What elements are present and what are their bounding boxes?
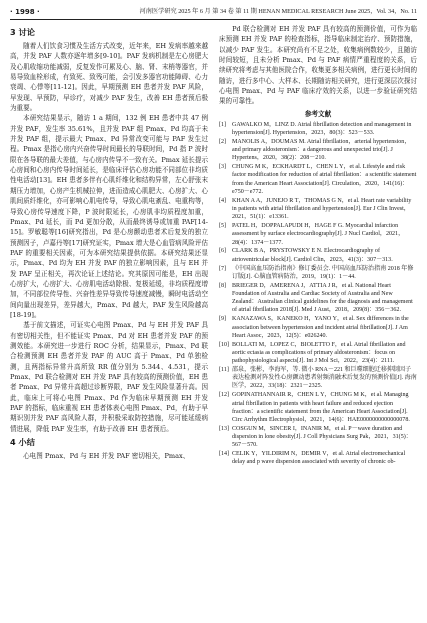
reference-item [219,341,417,366]
reference-item [219,247,417,264]
reference-text: GOPINATHANNAIR R，CHEN L Y，CHUNG M K，et al. Managing atrial fibrillation in patients with heart failure and reduced ejection fraction：a scientific statement from the American Heart Association[J]. Circ Arrhythm Electrophysiol，2021，14(6)：HAE0000000000000078. [232,392,410,424]
reference-number: [11] [219,366,229,373]
reference-number: [5] [219,223,227,230]
reference-item [219,450,417,467]
reference-item [219,138,417,163]
reference-text: 《中国高血压防治指南》修订委员会. 中国高血压防治指南 2018 年修订版[J]. 心脑血管病防治，2019，19(1)：1－44. [232,265,414,280]
reference-item [219,121,417,138]
reference-item [219,425,417,450]
reference-item [219,265,417,282]
reference-number: [13] [219,425,230,432]
reference-item [219,282,417,315]
paragraph: Pd 联合检测对 EH 并发 PAF 具有较高的预测价值，可作为临床预测 EH 并发 PAF 的检查指标，指导临床制定治疗、预防措施，以减少 PAF 发生。本研究尚有不足之处，收集病例数较少，且随访时间较短，且未分析 Pmax、Pd 与 PAF 病情严重程度的关系，后续研究将考虑与其他医院合作，收集更多相关病例，进行更长时间的随访，进行多中心、大样本、长期随访相关研究，进行更深层次探讨心电图 Pmax、Pd 与 PAF 临床疗效的关系，以进一步验证研究结果的可靠性。 [219,25,417,106]
reference-text: MANOLIS A，DOUMAS M. Atrial fibrillation，arterial hypertension，and primary aldosteronism：a dangerous and unexpected trio[J]. J Hypertens，2020，38(2)：208－210. [232,138,411,162]
reference-item [219,366,417,391]
reference-text: PATEL H，DOPPALAPUDI H，HAGE F G. Myocardial infarction assessment by surface electrocardiography[J]. J Nucl Cardiol，2021，28(4)：1374－1377. [232,223,405,246]
section-heading-discussion: 3 讨论 [10,27,35,37]
reference-text: GAWALKO M，LINZ D. Atrial fibrillation detection and management in hypertension[J]. Hypertension，2023，80(3)：523－533. [232,121,412,136]
reference-number: [3] [219,164,227,171]
reference-list [219,121,417,467]
section-heading-summary: 4 小结 [10,437,35,448]
reference-text: BOLLATI M，LOPEZ C，BIOLETTO F，et al. Atrial fibrillation and aortic ectasia as complications of primary aldosteronism：focus on pathophysiological aspects[J]. Int J Mol Sci，2022，23(4)：2111. [232,341,406,365]
reference-item [219,315,417,340]
reference-text: BRIEGER D，AMERENA J，ATTIA J R，et al. National Heart Foundation of Australia and Cardiac Society of Australia and New Zealand：Australian clinical guidelines for the diagnosis and management of atrial fibrillation 2018[J]. Med J Aust，2018，209(8)：356－362. [232,282,413,314]
reference-number: [10] [219,341,230,348]
reference-number: [8] [219,282,227,289]
reference-text: CELIK Y，YILDIRIM N，DEMIR V，et al. Atrial electromechanical delay and p wave dispersion associated with severity of chronic ob- [232,451,406,466]
reference-item [219,391,417,424]
reference-text: KHAN A A，JUNEJO R T，THOMAS G N，et al. Heart rate variability in patients with atrial fibrillation and hypertension[J]. Eur J Clin Invest，2021，51(1)：e13361. [232,197,412,221]
reference-number: [2] [219,138,227,145]
reference-number: [4] [219,197,227,204]
references-heading: 参考文献 [304,109,332,118]
page-number: · 1998 · [10,8,40,16]
reference-number: [7] [219,265,227,272]
reference-item [219,222,417,247]
reference-item [219,197,417,222]
reference-number: [1] [219,121,227,128]
reference-number: [12] [219,392,230,399]
journal-info: 河南医学研究 2025 年 6 月 第 34 卷 第 11 期 HENAN MEDICAL RESEARCH June 2025，Vol. 34，No. 11 [139,8,417,15]
reference-text: 邵泉，张彬，李海军，等. 微小 RNA－221 和巨噬细胞迁移抑制因子表达检测对阵发性心房颤动患者射频消融术后复发的预测价值[J]. 海南医学，2022，33(18)：2321－2325. [232,366,417,390]
paragraph: 随着人们饮食习惯及生活方式改变，近年来，EH 发病率越来越高，并发 PAF 人数亦逐年增多[9-10]。PAF 发病机制是左心房肥大及心肌收缩功能减弱，反复发作可累及心、脑、肾、末梢等器官，并易导致血栓形成，有致死、致残可能，会引发多器官功能障碍、心力衰竭、心悸等[11-12]。因此，早期预测 EH 患者并发 PAF 风险，早发现、早预防，早诊疗，对减少 PAF 发生，改善 EH 患者预后极为重要。 [10,42,208,113]
paragraph: 基于前文描述，可证实心电图 Pmax、Pd 与 EH 并发 PAF 具有密切相关性，但不能证实 Pmax、Pd 对 EH 患者并发 PAF 的预测效能。本研究进一步进行 ROC 分析，结果显示，Pmax、Pd 联合检测预测 EH 患者并发 PAF 的 AUC 高于 Pmax、Pd 单独检测，且两指标异常升高所致 RR 值分别为 5.344、4.531，提示 Pmax、Pd 联合检测对 EH 并发 PAF 具有较高的预测价值，EH 患者 Pmax、Pd 异常升高超过诊断界限，PAF 发生风险显著升高。因此，临床上可将心电图 Pmax、Pd 作为临床早期预测 EH 并发 PAF 的指标，临床重视 EH 患者体表心电图 Pmax、Pd，有助于早期识别并发 PAF 高风险人群，并积极采取防控措施，尽可能延缓病情进展，降低 PAF 发生率，有助于改善 EH 患者预后。 [10,321,208,433]
reference-number: [6] [219,248,227,255]
reference-text: CLARK B A，PRYSTOWSKY E N. Electrocardiography of atrioventricular block[J]. Cardiol Clin，2023，41(3)：307－313. [232,248,393,263]
reference-number: [14] [219,451,230,458]
reference-text: KANAZAWA S，KANEKO H，YANO Y，et al. Sex differences in the association between hypertension and incident atrial fibrillation[J]. J Am Heart Assoc，2023，12(5)：e026240. [232,316,409,339]
running-header [10,6,417,20]
reference-item [219,163,417,196]
right-column [219,24,417,618]
reference-text: COSGUN M，SINCER I，INANIR M，et al. P－wave duration and dispersion in lone obesity[J]. J Coll Physicians Surg Pak，2021，31(5)：567－570. [232,425,412,449]
reference-text: CHUNG M K，ECKHARDT L，CHEN L Y，et al. Lifestyle and risk factor modification for reduction of atrial fibrillation：a scientific statement from the American Heart Association[J]. Circulation，2020，141(16)：e750－e772. [232,164,417,195]
reference-number: [9] [219,316,227,323]
paragraph: 本研究结果显示，随访 1 a 期间，132 例 EH 患者中共 47 例并发 PAF，发生率 35.61%，且并发 PAF 组 Pmax、Pd 均高于未并发 PAF 组，提示最大 Pmax、Pd 异常改变可能与 PAF 发生过程。Pmax 是指心房内兴奋传导时间最长的导联时间，Pd 指 P 波时限在各导联的最大差值，与心房内传导不一致有关。Pmax 延长提示心房间和心房内传导时间延长，是临床评估心房功能不同部位非均质性电活动[13]。EH 患者多伴有心肌纤维化和结构异常，左心舒张末期压力增加，心房产生机械拉伸，进而造成心肌肥大、心房扩大、心肌间质纤维化，亦可影响心肌电传导，导致心肌电紊乱、电重构等，导致心房传导速度下降，P 波时限延长，心房肌非均质程度加重，Pmax、Pd 延长，而 Pd 更加分散，从而最终诱导或加重 PAF[14-15]。罗敏聪等[16]研究指出，Pd 是心房颤动患者术后复发的独立预测因子，卢嘉丹等[17]研究证实，Pmax 增大是心血管病风险评估 PAF 的重要相关因素，可为本研究结果提供依据。本研究结果还显示，Pmax、Pd 均为 EH 并发 PAF 的独立影响因素，且与 EH 并发 PAF 呈正相关，再次论证上述结论。究其原因可能是，EH 出现心房扩大，心房扩大、心房肌电活动除极、复极延缓，非均质程度增加，不同部位传导性、兴奋性差异导致传导速度减慢，瞬时电活动空间向量出现差异，差异越大，Pmax、Pd 越大，PAF 发生风险越高[18-19]。 [10,114,208,319]
paragraph: 心电图 Pmax、Pd 与 EH 并发 PAF 密切相关，Pmax、 [23,452,190,461]
left-column [10,24,208,618]
